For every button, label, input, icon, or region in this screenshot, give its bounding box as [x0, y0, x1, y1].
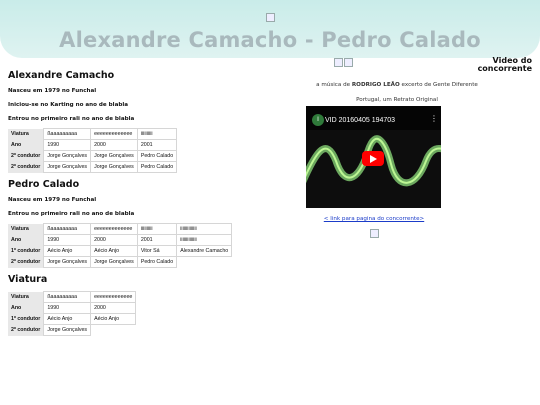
section-heading-viatura: Viatura	[8, 274, 48, 285]
table-cell: Pedro Calado	[137, 151, 176, 162]
page-header	[0, 0, 540, 58]
table-cell: Aécio Anjo	[91, 246, 138, 257]
table-cell: 1990	[44, 140, 91, 151]
info-line: Entrou no primeiro rali no ano de blabla	[8, 211, 135, 217]
video-heading: Video do concorrente	[477, 56, 532, 73]
youtube-play-icon[interactable]	[362, 151, 384, 166]
table-cell: Aécio Anjo	[44, 314, 91, 325]
page-title: Alexandre Camacho - Pedro Calado	[59, 28, 481, 52]
broken-image-icon	[266, 13, 275, 22]
table-cell: Aécio Anjo	[44, 246, 91, 257]
table-cell: ßaaaaaaaaa	[44, 292, 91, 303]
table-cell: Pedro Calado	[137, 257, 176, 268]
table-cell: Jorge Gonçalves	[44, 162, 91, 173]
table-cell: iiiiiiiiii	[137, 129, 176, 140]
table-row	[8, 246, 232, 257]
table-cell	[177, 257, 232, 268]
left-column	[8, 70, 288, 336]
competitor-page-link[interactable]: < link para pagina do concorrente>	[323, 216, 425, 222]
table-cell: eeeeeeeeeeeee	[91, 129, 138, 140]
table-header-cell: 2º condutor	[8, 162, 44, 173]
table-row	[8, 257, 232, 268]
table-cell: Jorge Gonçalves	[91, 257, 138, 268]
table-header-cell: 1º condutor	[8, 246, 44, 257]
section-heading-alexandre: Alexandre Camacho	[8, 70, 115, 81]
section-heading-pedro: Pedro Calado	[8, 179, 80, 190]
table-cell: Aécio Anjo	[91, 314, 136, 325]
car-table-viatura	[8, 291, 136, 336]
table-row	[8, 224, 232, 235]
table-row	[8, 129, 177, 140]
video-title[interactable]: VID 20160405 194703	[325, 117, 396, 124]
table-header-cell: 1º condutor	[8, 314, 44, 325]
table-cell: 1990	[44, 303, 91, 314]
info-line: Nasceu em 1979 no Funchal	[8, 88, 97, 94]
table-header-cell: Viatura	[8, 224, 44, 235]
table-cell: Jorge Gonçalves	[91, 162, 138, 173]
table-cell: 2000	[91, 303, 136, 314]
table-cell: 1990	[44, 235, 91, 246]
music-description-suffix: excerto de Gente Diferente	[399, 82, 478, 88]
table-row	[8, 151, 177, 162]
table-header-cell: Ano	[8, 140, 44, 151]
car-table-pedro	[8, 223, 232, 268]
music-description-line2: Portugal, um Retrato Original	[356, 97, 438, 103]
info-line: Iniciou-se no Karting no ano de blabla	[8, 102, 129, 108]
info-line: Entrou no primeiro rali no ano de blabla	[8, 116, 135, 122]
info-line: Nasceu em 1979 no Funchal	[8, 197, 97, 203]
table-cell: Jorge Gonçalves	[91, 151, 138, 162]
kebab-menu-icon[interactable]: ⋮	[430, 114, 438, 123]
table-header-cell: Ano	[8, 303, 44, 314]
table-row	[8, 140, 177, 151]
music-description	[272, 82, 522, 88]
table-cell: iiiiiiiiii	[137, 224, 176, 235]
table-cell: Jorge Gonçalves	[44, 325, 91, 336]
table-cell	[91, 325, 136, 336]
table-row	[8, 235, 232, 246]
table-cell: Alexandre Camacho	[177, 246, 232, 257]
table-cell: 2000	[91, 235, 138, 246]
table-header-cell: 2º condutor	[8, 151, 44, 162]
music-description-prefix: a música de	[316, 82, 352, 88]
table-cell: 2001	[137, 235, 176, 246]
table-cell: iiiiiiiiiiiiii	[177, 224, 232, 235]
channel-avatar[interactable]: I	[312, 114, 324, 126]
table-header-cell: Ano	[8, 235, 44, 246]
artist-name: RODRIGO LEÃO	[351, 82, 400, 88]
table-cell: eeeeeeeeeeeee	[91, 292, 136, 303]
broken-image-icon	[370, 229, 379, 238]
table-header-cell: 2º condutor	[8, 325, 44, 336]
table-cell: Jorge Gonçalves	[44, 151, 91, 162]
table-header-cell: Viatura	[8, 292, 44, 303]
broken-image-icon	[334, 58, 343, 67]
table-cell: ßaaaaaaaaa	[44, 129, 91, 140]
table-header-cell: 2º condutor	[8, 257, 44, 268]
table-cell: eeeeeeeeeeeee	[91, 224, 138, 235]
table-cell: 2000	[91, 140, 138, 151]
car-table-alexandre	[8, 128, 177, 173]
table-cell: Jorge Gonçalves	[44, 257, 91, 268]
table-row	[8, 314, 136, 325]
table-cell: ßaaaaaaaaa	[44, 224, 91, 235]
table-row	[8, 325, 136, 336]
table-cell: Pedro Calado	[137, 162, 176, 173]
table-row	[8, 162, 177, 173]
table-row	[8, 292, 136, 303]
table-cell: Vitor Sá	[137, 246, 176, 257]
table-cell: 2001	[137, 140, 176, 151]
table-row	[8, 303, 136, 314]
video-player[interactable]	[306, 106, 441, 208]
table-cell: iiiiiiiiiiiiii	[177, 235, 232, 246]
broken-image-icon	[344, 58, 353, 67]
table-header-cell: Viatura	[8, 129, 44, 140]
